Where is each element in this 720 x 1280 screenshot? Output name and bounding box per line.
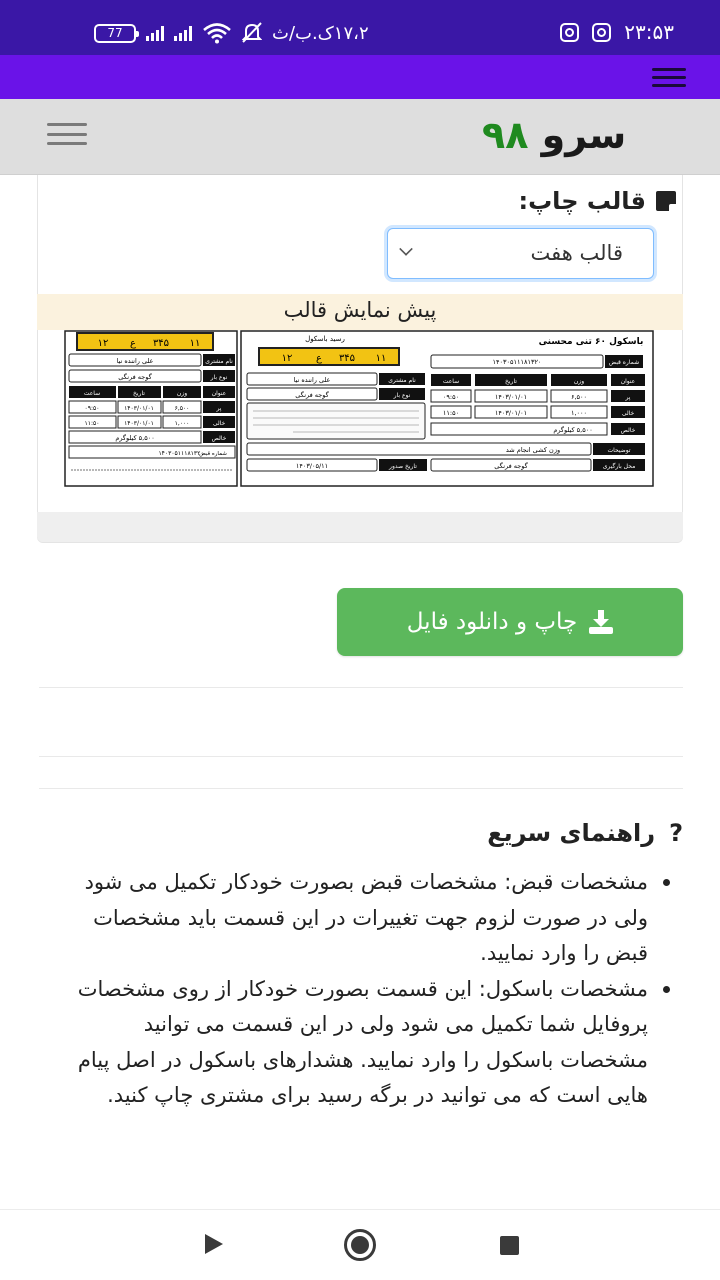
main-net-weight: ۵,۵۰۰ کیلوگرم	[553, 426, 593, 434]
quick-guide-list	[68, 865, 648, 1114]
main-cargo: گوجه فرنگی	[295, 391, 329, 399]
quick-guide-heading	[487, 819, 683, 847]
stub-row-empty: خالی	[212, 420, 226, 427]
question-icon: ?	[669, 819, 683, 847]
download-icon	[589, 610, 613, 634]
preview-header	[37, 294, 683, 330]
sidebar-toggle-icon[interactable]	[47, 123, 87, 145]
receipt-preview	[63, 330, 654, 488]
stub-receipt-no-label: شماره قبض	[199, 451, 227, 457]
template-select-value: قالب هفت	[530, 241, 623, 265]
main-loading: گوجه فرنگی	[494, 462, 528, 470]
back-icon[interactable]	[205, 1234, 223, 1254]
main-row-full: پر	[625, 394, 631, 401]
signal-icon	[146, 25, 164, 41]
stub-driver-label: نام مشتری	[205, 358, 233, 365]
print-download-label: چاپ و دانلود فایل	[406, 609, 578, 635]
stub-cargo-label: نوع بار	[210, 374, 228, 381]
main-issue-date-label: تاریخ صدور	[389, 463, 417, 470]
stub-full-time: ۰۹:۵۰	[84, 405, 100, 412]
receipt-preview-image	[63, 330, 654, 488]
stub-col-date: تاریخ	[133, 390, 145, 397]
main-empty-weight: ۱,۰۰۰	[570, 409, 588, 417]
system-nav-bar	[0, 1209, 720, 1280]
guide-item: مشخصات قبض: مشخصات قبض بصورت خودکار تکمیل می شود ولی در صورت لزوم جهت تغییرات در این قسمت باید مشخصات قبض را وارد نمایید.	[68, 865, 648, 972]
stub-row-full: پر	[216, 405, 222, 412]
main-notes: وزن کشی انجام شد	[505, 446, 561, 454]
stub-full-weight: ۶,۵۰۰	[174, 405, 190, 412]
chevron-down-icon	[399, 242, 413, 256]
divider	[39, 756, 683, 757]
clock: ۲۳:۵۳	[624, 20, 674, 44]
main-plate-letter: ع	[316, 353, 322, 364]
receipt-small-heading: رسید باسکول	[305, 335, 345, 343]
home-icon[interactable]	[344, 1229, 376, 1261]
stub-cargo: گوجه فرنگی	[118, 373, 152, 381]
main-row-net: خالص	[620, 427, 636, 434]
network-speed: ۱۷،۲ک.ب/ث	[272, 22, 369, 44]
preview-label: پیش نمایش قالب	[283, 298, 437, 322]
template-select[interactable]	[387, 228, 654, 279]
receipt-main	[241, 331, 653, 486]
main-receipt-no: ۱۴۰۳۰۵۱۱۱۸۱۳۲۰	[492, 358, 542, 366]
battery-icon	[94, 24, 136, 43]
main-receipt-no-label: شماره قبض	[608, 359, 640, 366]
mute-bell-icon	[242, 22, 262, 44]
print-download-button[interactable]	[337, 588, 683, 656]
stub-plate-left: ۱۲	[97, 338, 109, 349]
main-loading-label: محل بارگیری	[602, 463, 636, 470]
stub-plate-mid: ۳۴۵	[152, 338, 170, 349]
menu-icon[interactable]	[652, 68, 686, 87]
stub-plate-right: ۱۱	[189, 338, 201, 349]
receipt-main-heading: باسکول ۶۰ تنی محسنی	[538, 337, 644, 347]
main-empty-date: ۱۴۰۳/۰۱/۰۱	[494, 409, 528, 417]
print-template-title: قالب چاپ:	[518, 187, 646, 215]
stub-driver: علی راننده نیا	[116, 357, 154, 365]
receipt-stub	[65, 331, 237, 486]
main-cargo-label: نوع بار	[393, 392, 411, 399]
main-driver: علی راننده نیا	[293, 376, 331, 384]
logo-word: سرو	[541, 113, 627, 157]
stub-col-weight: وزن	[176, 390, 188, 397]
main-full-date: ۱۴۰۳/۰۱/۰۱	[494, 393, 528, 401]
guide-item: مشخصات باسکول: این قسمت بصورت خودکار از روی مشخصات پروفایل شما تکمیل می شود ولی در این قسمت می توانید مشخصات باسکول را وارد نمایید. هشدارهای باسکول در اصل پیام هایی است که می توانید در برگه رسید برای مشتری چاپ کنید.	[68, 972, 648, 1114]
main-issue-date: ۱۴۰۳/۰۵/۱۱	[295, 462, 329, 470]
instagram-icon-2	[560, 23, 579, 42]
status-left-icons	[94, 20, 369, 46]
top-nav-bar	[0, 55, 720, 99]
main-plate-left: ۱۲	[281, 353, 293, 364]
main-notes-label: توضیحات	[607, 447, 631, 454]
main-col-time: ساعت	[442, 378, 460, 385]
stub-empty-weight: ۱,۰۰۰	[174, 420, 190, 427]
stub-empty-date: ۱۴۰۳/۰۱/۰۱	[124, 420, 154, 427]
preview-footer	[37, 512, 683, 542]
stub-receipt-no: ۱۴۰۳۰۵۱۱۱۸۱۳۲۰	[158, 450, 204, 457]
main-empty-time: ۱۱:۵۰	[442, 409, 460, 417]
stub-empty-time: ۱۱:۵۰	[84, 420, 100, 427]
stub-row-net: خالص	[211, 435, 227, 442]
signal-icon-2	[174, 25, 192, 41]
stub-col-title: عنوان	[211, 390, 227, 397]
stub-full-date: ۱۴۰۳/۰۱/۰۱	[124, 405, 154, 412]
print-template-heading	[518, 187, 676, 215]
logo-number: ۹۸	[482, 113, 529, 157]
status-bar	[0, 0, 720, 55]
main-plate-mid: ۳۴۵	[338, 353, 356, 364]
main-full-weight: ۶,۵۰۰	[570, 393, 588, 401]
main-driver-label: نام مشتری	[388, 377, 416, 384]
app-header	[0, 99, 720, 175]
quick-guide-title: راهنمای سریع	[487, 819, 656, 847]
main-col-title: عنوان	[620, 378, 636, 385]
instagram-icon	[592, 23, 611, 42]
main-full-time: ۰۹:۵۰	[442, 393, 460, 401]
stub-col-time: ساعت	[83, 390, 101, 397]
main-col-weight: وزن	[573, 378, 585, 385]
document-icon	[656, 191, 676, 211]
battery-level: 77	[107, 25, 123, 40]
main-row-empty: خالی	[621, 410, 635, 417]
logo[interactable]	[482, 113, 626, 157]
recent-apps-icon[interactable]	[500, 1236, 519, 1255]
stub-plate-letter: ع	[130, 338, 136, 349]
divider	[39, 687, 683, 688]
main-col-date: تاریخ	[505, 378, 517, 385]
stub-net-weight: ۵,۵۰۰ کیلوگرم	[115, 434, 155, 442]
main-plate-right: ۱۱	[375, 353, 387, 364]
divider	[39, 788, 683, 789]
wifi-icon	[202, 22, 232, 44]
